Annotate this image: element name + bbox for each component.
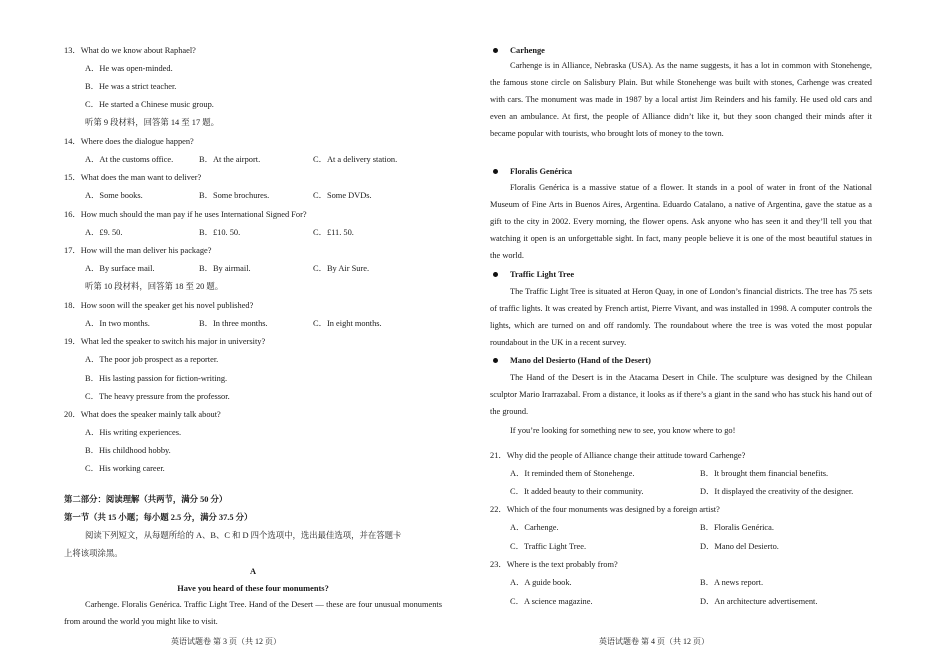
closing-line: If you’re looking for something new to see, you know where to go! xyxy=(510,426,736,435)
q22-option-d: D．Mano del Desierto. xyxy=(700,542,779,551)
q15-option-c: C．Some DVDs. xyxy=(313,191,372,200)
question-16: 16．How much should the man pay if he uses International Signed For? xyxy=(64,210,307,219)
q21-option-c: C．It added beauty to their community. xyxy=(510,487,644,496)
passage-title: Have you heard of these four monuments? xyxy=(177,584,329,593)
paragraph-mano-del-desierto: The Hand of the Desert is in the Atacama Desert in Chile. The sculpture was designed by the Chilean sculptor Mario Irarrazabal. From a distance, it looks as if there’s a giant in the sand who has stuck his hand out of the ground. xyxy=(490,373,873,416)
passage-letter: A xyxy=(249,567,257,576)
q20-option-c: C．His working career. xyxy=(85,464,165,473)
heading-floralis: Floralis Genérica xyxy=(510,167,573,176)
q14-option-b: B．At the airport. xyxy=(199,155,261,164)
q13-option-a: A．He was open-minded. xyxy=(85,64,173,73)
q13-option-c: C．He started a Chinese music group. xyxy=(85,100,214,109)
q17-option-a: A．By surface mail. xyxy=(85,264,155,273)
q16-option-a: A．£9. 50. xyxy=(85,228,123,237)
q15-option-a: A．Some books. xyxy=(85,191,143,200)
question-14: 14．Where does the dialogue happen? xyxy=(64,137,194,146)
page-footer-right: 英语试题卷 第 4 页（共 12 页） xyxy=(599,637,709,646)
q15-option-b: B．Some brochures. xyxy=(199,191,270,200)
q18-option-c: C．In eight months. xyxy=(313,319,382,328)
paragraph-traffic-light-tree: The Traffic Light Tree is situated at Heron Quay, in one of London’s financial districts. The tree has 75 sets of traffic lights. It was created by French artist, Pierre Vivant, and was installed in 1998. A computer controls the lights, which are turned on and off randomly. The roundabout where the tree is was voted the most popular roundabout in the UK in a recent survey. xyxy=(490,287,873,347)
paragraph-floralis: Floralis Genérica is a massive statue of a flower. It stands in a pool of water in front of the National Museum of Fine Arts in Buenos Aires, Argentina. Eduardo Catalano, a native of Argentina, gave the statue as a gift to the city in 2002. Every morning, the flower opens. Ask anyone who has seen it and they’ll tell you that watching it open is an unforgettable sight. In fact, many people believe it is one of the most beautiful statues in the world. xyxy=(490,183,873,260)
question-19: 19．What led the speaker to switch his major in university? xyxy=(64,337,266,346)
bullet-icon xyxy=(493,169,498,174)
page-footer-left: 英语试题卷 第 3 页（共 12 页） xyxy=(171,637,281,646)
section-note-9: 听第 9 段材料，回答第 14 至 17 题。 xyxy=(85,118,219,127)
q18-option-a: A．In two months. xyxy=(85,319,150,328)
question-20: 20．What does the speaker mainly talk about? xyxy=(64,410,221,419)
passage-intro: Carhenge. Floralis Genérica. Traffic Light Tree. Hand of the Desert — these are four unusual monuments from around the world you might like to visit. xyxy=(64,600,443,626)
part-heading: 第二部分：阅读理解（共两节，满分 50 分） xyxy=(64,495,228,504)
question-18: 18．How soon will the speaker get his novel published? xyxy=(64,301,254,310)
bullet-icon xyxy=(493,48,498,53)
section-heading: 第一节（共 15 小题；每小题 2.5 分，满分 37.5 分） xyxy=(64,513,253,522)
q23-option-c: C．A science magazine. xyxy=(510,597,593,606)
q16-option-c: C．£11. 50. xyxy=(313,228,354,237)
q13-option-b: B．He was a strict teacher. xyxy=(85,82,177,91)
paragraph-carhenge: Carhenge is in Alliance, Nebraska (USA). As the name suggests, it has a lot in common with Stonehenge, the famous stone circle on Salisbury Plain. But while Stonehenge was built with stones, Carhenge was created with cars. The monument was made in 1987 by a local artist Jim Reinders and his family. He used old cars and even an ambulance. At first, the people of Alliance didn’t like it, but they soon changed their minds after it became popular with tourists, who brought lots of money to the town. xyxy=(490,61,873,138)
question-23: 23．Where is the text probably from? xyxy=(490,560,618,569)
q17-option-c: C．By Air Sure. xyxy=(313,264,370,273)
q22-option-c: C．Traffic Light Tree. xyxy=(510,542,587,551)
q14-option-a: A．At the customs office. xyxy=(85,155,174,164)
q20-option-b: B．His childhood hobby. xyxy=(85,446,171,455)
bullet-icon xyxy=(493,272,498,277)
question-17: 17．How will the man deliver his package? xyxy=(64,246,212,255)
question-22: 22．Which of the four monuments was designed by a foreign artist? xyxy=(490,505,720,514)
q17-option-b: B．By airmail. xyxy=(199,264,251,273)
q14-option-c: C．At a delivery station. xyxy=(313,155,398,164)
heading-traffic-light-tree: Traffic Light Tree xyxy=(510,270,575,279)
question-13: 13．What do we know about Raphael? xyxy=(64,46,196,55)
q23-option-b: B．A news report. xyxy=(700,578,764,587)
heading-mano-del-desierto: Mano del Desierto (Hand of the Desert) xyxy=(510,356,651,365)
instructions-line-2: 上将该项涂黑。 xyxy=(64,549,123,558)
q19-option-a: A．The poor job prospect as a reporter. xyxy=(85,355,219,364)
q18-option-b: B．In three months. xyxy=(199,319,268,328)
instructions-line-1: 阅读下列短文，从每题所给的 A、B、C 和 D 四个选项中，选出最佳选项，并在答题卡 xyxy=(85,531,402,540)
q23-option-d: D．An architecture advertisement. xyxy=(700,597,818,606)
q19-option-b: B．His lasting passion for fiction-writing. xyxy=(85,374,228,383)
q19-option-c: C．The heavy pressure from the professor. xyxy=(85,392,230,401)
q22-option-a: A．Carhenge. xyxy=(510,523,559,532)
heading-carhenge: Carhenge xyxy=(510,46,545,55)
section-note-10: 听第 10 段材料，回答第 18 至 20 题。 xyxy=(85,282,224,291)
bullet-icon xyxy=(493,358,498,363)
q23-option-a: A．A guide book. xyxy=(510,578,572,587)
question-15: 15．What does the man want to deliver? xyxy=(64,173,202,182)
q21-option-d: D．It displayed the creativity of the designer. xyxy=(700,487,854,496)
q21-option-b: B．It brought them financial benefits. xyxy=(700,469,829,478)
q22-option-b: B．Floralis Genérica. xyxy=(700,523,774,532)
q20-option-a: A．His writing experiences. xyxy=(85,428,182,437)
q21-option-a: A．It reminded them of Stonehenge. xyxy=(510,469,635,478)
question-21: 21．Why did the people of Alliance change their attitude toward Carhenge? xyxy=(490,451,746,460)
q16-option-b: B．£10. 50. xyxy=(199,228,241,237)
